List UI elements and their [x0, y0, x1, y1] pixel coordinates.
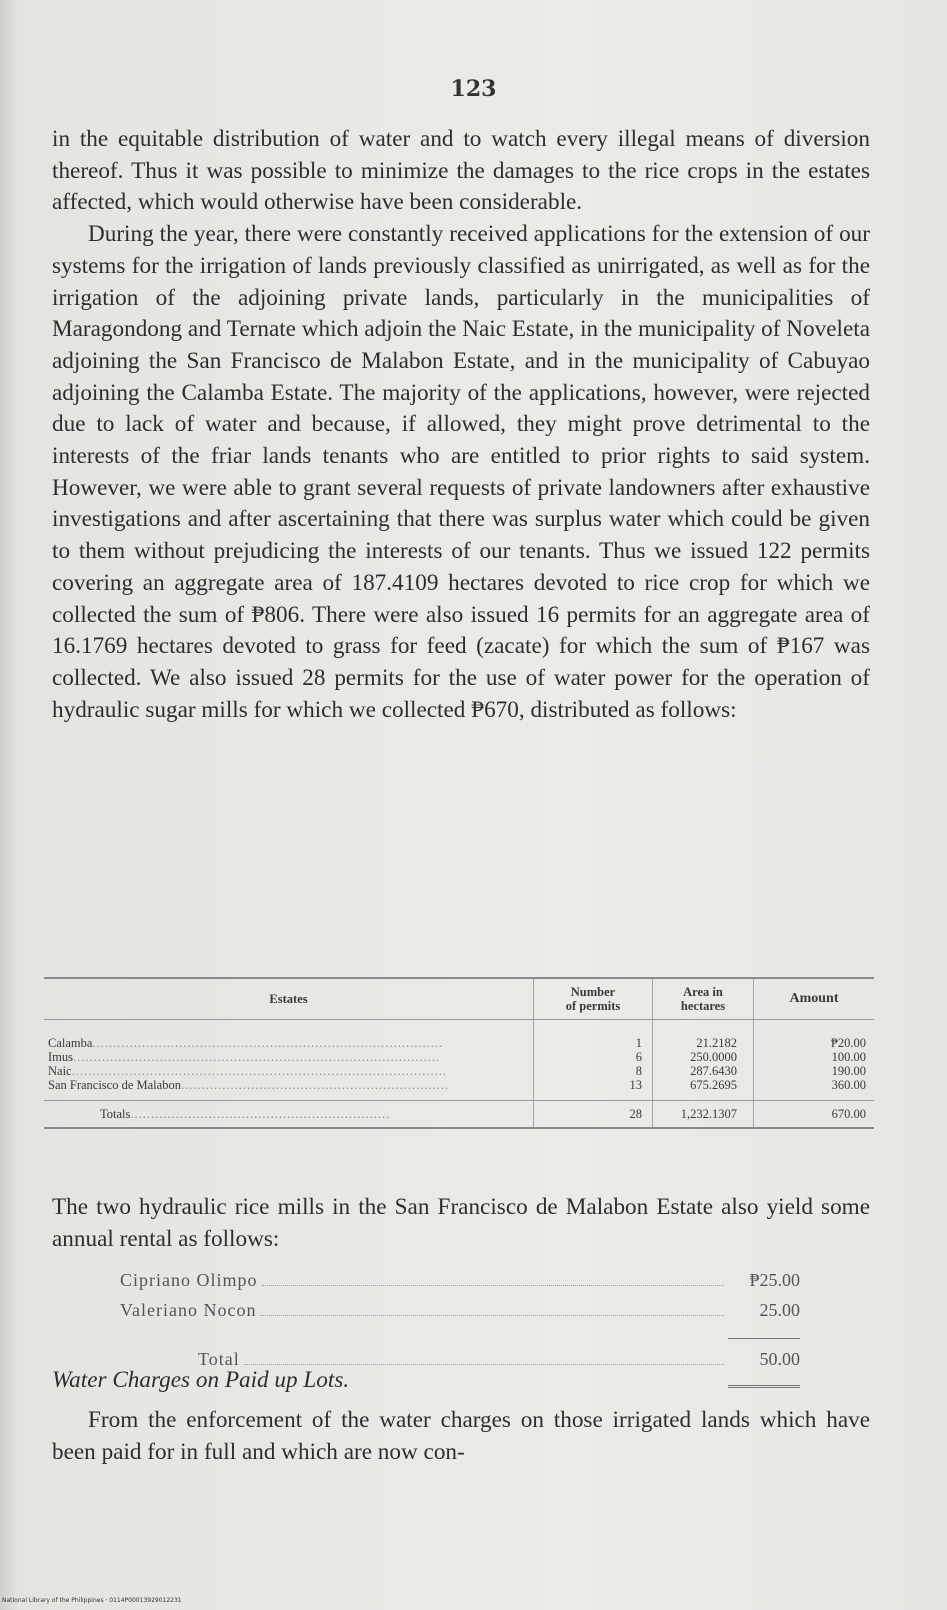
amount-cell: ₱20.00	[754, 1020, 875, 1051]
permits-cell: 13	[534, 1078, 653, 1101]
rental-name: Cipriano Olimpo	[120, 1270, 258, 1290]
area-cell: 21.2182	[653, 1020, 754, 1051]
amount-cell: 100.00	[754, 1050, 875, 1064]
col-amount-header: Amount	[754, 978, 875, 1020]
rental-total-label: Total	[198, 1349, 240, 1369]
totals-area: 1,232.1307	[653, 1101, 754, 1129]
rental-name: Valeriano Nocon	[120, 1300, 257, 1320]
page-number: 123	[450, 76, 497, 102]
estate-name: Calamba	[48, 1036, 93, 1050]
estate-name: Naic	[48, 1064, 72, 1078]
rental-amount: 25.00	[759, 1300, 800, 1320]
section-heading: Water Charges on Paid up Lots.	[52, 1367, 350, 1393]
totals-amount: 670.00	[754, 1101, 875, 1129]
dot-leader	[260, 1314, 724, 1316]
totals-permits: 28	[534, 1101, 653, 1129]
col-area-header: Area in hectares	[653, 978, 754, 1020]
estate-name: Imus	[48, 1050, 73, 1064]
rental-row	[120, 1300, 800, 1330]
area-cell: 250.0000	[653, 1050, 754, 1064]
table-row: San Francisco de Malabon................................................................. 13 675.2695 360.00	[44, 1078, 874, 1101]
totals-label: Totals	[100, 1107, 131, 1121]
area-cell: 287.6430	[653, 1064, 754, 1078]
table-row: Naic........................................................................................... 8 287.6430 190.00	[44, 1064, 874, 1078]
rental-total-amount: 50.00	[759, 1349, 800, 1369]
footer-credit: National Library of the Philippines · 0114P00013929012231	[2, 1597, 182, 1604]
area-cell: 675.2695	[653, 1078, 754, 1101]
rental-amount: ₱25.00	[749, 1270, 800, 1290]
amount-cell: 360.00	[754, 1078, 875, 1101]
estate-name: San Francisco de Malabon	[48, 1078, 181, 1092]
permits-cell: 1	[534, 1020, 653, 1051]
col-permits-header: Number of permits	[534, 978, 653, 1020]
paragraph-applications: During the year, there were constantly received applications for the extension of our systems for the irrigation of lands previously classified as unirrigated, as well as for the irrigation of the adjoining private lands, particularly in the municipalities of Maragondong and Ternate which adjoin the Naic Estate, in the municipality of Noveleta adjoining the San Francisco de Malabon Estate, and in the municipality of Cabuyao adjoining the Calamba Estate. The majority of the applications, however, were rejected due to lack of water and because, if allowed, they might prove detrimental to the interests of the friar lands tenants who are entitled to prior rights to said system. However, we were able to grant several requests of private landowners after exhaustive investigations and after ascertaining that there was surplus water which could be given to them without prejudicing the interests of our tenants. Thus we issued 122 permits covering an aggregate area of 187.4109 hectares devoted to rice crop for which we collected the sum of ₱806. There were also issued 16 permits for an aggregate area of 16.1769 hectares devoted to grass for feed (zacate) for which the sum of ₱167 was collected. We also issued 28 permits for the use of water power for the operation of hydraulic sugar mills for which we collected ₱670, distributed as follows:	[52, 221, 870, 723]
dot-leader	[244, 1363, 724, 1365]
body-text	[52, 124, 870, 726]
amount-cell: 190.00	[754, 1064, 875, 1078]
sum-rule	[728, 1338, 800, 1339]
permits-cell: 8	[534, 1064, 653, 1078]
permits-cell: 6	[534, 1050, 653, 1064]
rental-intro: The two hydraulic rice mills in the San Francisco de Malabon Estate also yield some annual rental as follows:	[52, 1194, 870, 1252]
dot-leader	[262, 1284, 725, 1286]
table-row: Calamba..................................................................................... 1 21.2182 ₱20.00	[44, 1020, 874, 1051]
paragraph-continuation: in the equitable distribution of water and to watch every illegal means of diversion thereof. Thus it was possible to minimize the damages to the rice crops in the estates affected, which would otherwise have been considerable.	[52, 126, 870, 216]
totals-row: Totals............................................................... 28 1,232.1307 670.00	[44, 1101, 874, 1129]
col-estates-header: Estates	[44, 978, 534, 1020]
paragraph-water-charges: From the enforcement of the water charges on those irrigated lands which have been paid for in full and which are now con-	[52, 1407, 870, 1465]
rental-row	[120, 1270, 800, 1300]
table-row: Imus......................................................................................... 6 250.0000 100.00	[44, 1050, 874, 1064]
double-rule	[728, 1385, 800, 1390]
estates-permits-table	[44, 977, 874, 1129]
